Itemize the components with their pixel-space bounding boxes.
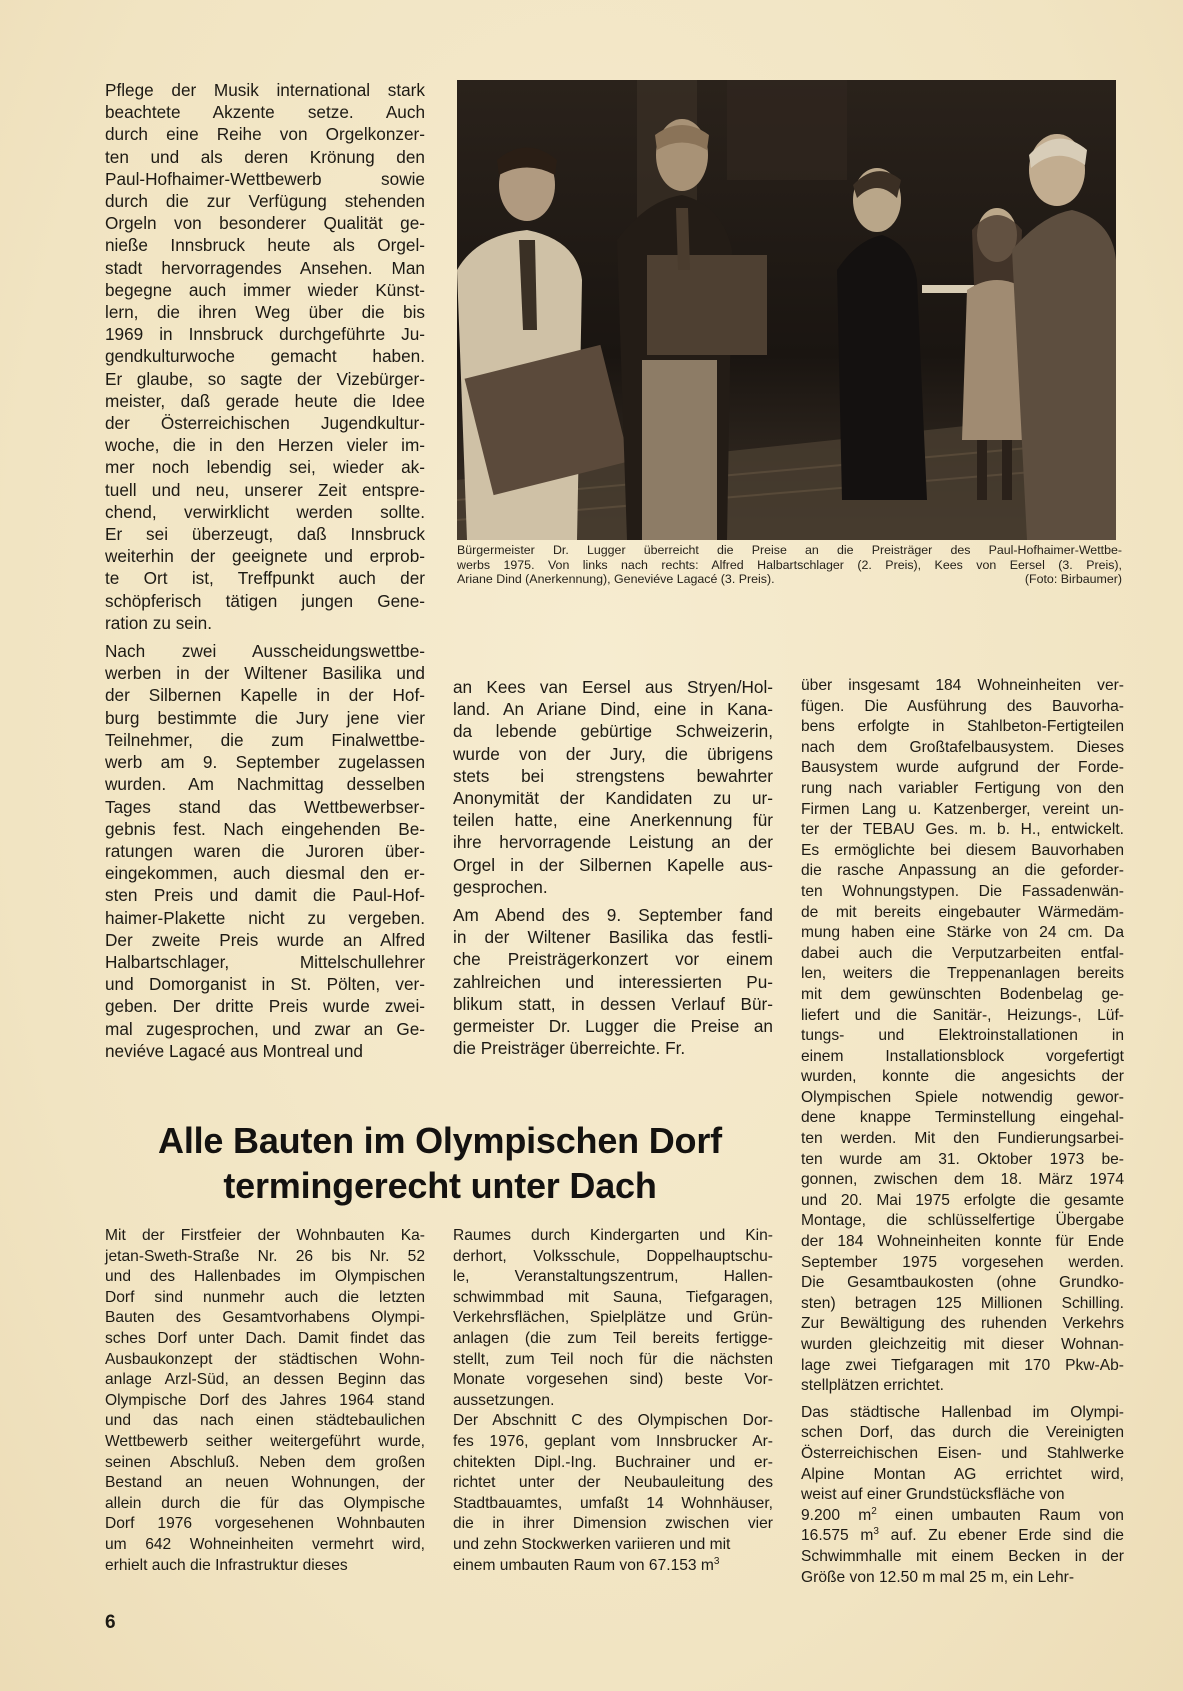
text-line: ratungen waren die Juroren über- — [105, 840, 425, 861]
text-line: Orgeln von besonderer Qualität ge- — [105, 213, 425, 234]
article2-column-3 — [801, 676, 1124, 1594]
text-line: dabei auch die Verputzarbeiten entfal- — [801, 944, 1124, 962]
article1-paragraph — [453, 676, 773, 898]
text-line: und Domorganist in St. Pölten, ver- — [105, 974, 425, 995]
text-line: der 184 Wohneinheiten konnte für Ende — [801, 1233, 1124, 1251]
caption-line — [457, 572, 1122, 587]
text-line: jetan-Sweth-Straße Nr. 26 bis Nr. 52 — [105, 1247, 425, 1265]
volume-line — [801, 1526, 1124, 1547]
text-line: mit dem gewünschten Bodenbelag ge- — [801, 985, 1124, 1003]
text-line: der Österreichischen Jugendkultur- — [105, 413, 425, 434]
page-number: 6 — [105, 1612, 116, 1633]
text-line: einem Installationsblock vorgefertigt — [801, 1047, 1124, 1065]
text-line: de mit bereits eingebauter Wärmedäm- — [801, 903, 1124, 921]
text-line: um 642 Wohneinheiten vermehrt wird, — [105, 1535, 425, 1553]
text-line: gendkulturwoche gemacht haben. — [105, 346, 425, 367]
text-line: le, Veranstaltungszentrum, Hallen- — [453, 1268, 773, 1286]
text-line: Verkehrsflächen, Spielplätze und Grün- — [453, 1309, 773, 1327]
area-rest: einen umbauten Raum von — [876, 1506, 1124, 1524]
text-line: Alpine Montan AG errichtet wird, — [801, 1465, 1124, 1483]
volume-67153-line — [453, 1556, 773, 1577]
text-line: Österreichischen Eisen- und Stahlwerke — [801, 1444, 1124, 1462]
caption-line: werbs 1975. Von links nach rechts: Alfred Halbartschlager (2. Preis), Kees von Eersel (3. Preis), — [457, 557, 1122, 572]
text-line: rung nach variabler Fertigung von den — [801, 779, 1124, 797]
text-line: ten wurde am 31. Oktober 1973 be- — [801, 1150, 1124, 1168]
text-line: Wettbewerb seither weitergeführt wurde, — [105, 1432, 425, 1450]
text-line: neviéve Lagacé aus Montreal und — [105, 1040, 363, 1061]
text-line: Bauten des Gesamtvorhabens Olympi- — [105, 1309, 425, 1327]
text-line: chend, verwirklicht werden sollte. — [105, 501, 425, 522]
text-line: ten und als deren Krönung den — [105, 146, 425, 167]
text-line: anlage Arzl-Süd, an dessen Beginn das — [105, 1371, 425, 1389]
text-line: eingekommen, auch diesmal den er- — [105, 863, 425, 884]
area-line — [801, 1506, 1124, 1527]
photo-caption — [457, 543, 1122, 587]
text-line: die Preisträger überreichte. Fr. — [453, 1038, 686, 1059]
text-line: aussetzungen. — [453, 1391, 555, 1409]
text-line: und zehn Stockwerken variieren und mit — [453, 1535, 731, 1553]
text-line: tungs- und Elektroinstallationen in — [801, 1027, 1124, 1045]
text-line: ten Wohnungstypen. Die Fassadenwän- — [801, 882, 1124, 900]
volume-value: 16.575 m — [801, 1527, 874, 1545]
text-line: sten) betragen 125 Millionen Schilling. — [801, 1294, 1124, 1312]
article2-column-1 — [105, 1226, 425, 1582]
text-line: derhort, Volksschule, Doppelhauptschu- — [453, 1247, 773, 1265]
text-line: weist auf einer Grundstücksfläche von — [801, 1486, 1065, 1504]
text-line: land. An Ariane Dind, eine in Kana- — [453, 699, 773, 720]
text-line: gonnen, zwischen dem 18. März 1974 — [801, 1171, 1124, 1189]
text-line: liefert und die Sanitär-, Heizungs-, Lüf- — [801, 1006, 1124, 1024]
volume-unit-sup: 3 — [873, 1526, 879, 1538]
text-line: nach dem Großtafelbausystem. Dieses — [801, 738, 1124, 756]
text-line: zahlreichen und interessierten Pu- — [453, 971, 773, 992]
area-unit-sup: 2 — [871, 1505, 877, 1517]
text-line: Bestand an neuen Wohnungen, der — [105, 1474, 425, 1492]
text-line: durch eine Reihe von Orgelkonzer- — [105, 124, 425, 145]
text-line: wurden. Am Nachmittag desselben — [105, 774, 425, 795]
text-line: mal zugesprochen, und zwar an Ge- — [105, 1018, 425, 1039]
text-line: seinen Abschluß. Neben dem großen — [105, 1453, 425, 1471]
text-line: da lebende gebürtige Schweizerin, — [453, 721, 773, 742]
text-line: fes 1976, geplant vom Innsbrucker Ar- — [453, 1432, 773, 1450]
text-line: mer noch lebendig sei, wieder ak- — [105, 457, 425, 478]
text-line: und 20. Mai 1975 erfolgte die gesamte — [801, 1191, 1124, 1209]
text-line: Mit der Firstfeier der Wohnbauten Ka- — [105, 1227, 425, 1244]
text-line: Halbartschlager, Mittelschullehrer — [105, 951, 425, 972]
text-line: Bausystem wurde aufgrund der Forde- — [801, 759, 1124, 777]
text-line: schen Dorf, das durch die Vereinigten — [801, 1424, 1124, 1442]
text-line: Ausbaukonzept der städtischen Wohn- — [105, 1350, 425, 1368]
text-line: meister, daß gerade heute die Idee — [105, 390, 425, 411]
text-line: Das städtische Hallenbad im Olympi- — [801, 1403, 1124, 1421]
text-line: Der zweite Preis wurde an Alfred — [105, 929, 425, 950]
photo-credit: (Foto: Birbaumer) — [1024, 572, 1122, 587]
text-line: Raumes durch Kindergarten und Kin- — [453, 1227, 773, 1244]
text-line: Firmen Lang u. Katzenberger, vereint un- — [801, 800, 1124, 818]
text-line: 1969 in Innsbruck durchgeführte Ju- — [105, 324, 425, 345]
text-line: Olympischen Spiele notwendig gewor- — [801, 1088, 1124, 1106]
text-line: Dorf sind nunmehr auch die letzten — [105, 1288, 425, 1306]
text-line: und des Hallenbades im Olympischen — [105, 1268, 425, 1286]
text-line: te Ort ist, Treffpunkt auch der — [105, 568, 425, 589]
article2-paragraph — [801, 1547, 1124, 1588]
text-line: Orgel in der Silbernen Kapelle aus- — [453, 854, 773, 875]
text-line: geben. Der dritte Preis wurde zwei- — [105, 996, 425, 1017]
article1-column-1 — [105, 79, 425, 1068]
text-line: in der Wiltener Basilika das festli- — [453, 927, 773, 948]
text-line: beachtete Akzente setze. Auch — [105, 102, 425, 123]
text-line: gebnis fest. Nach eingehenden Be- — [105, 818, 425, 839]
text-line: tuell und neu, unserer Zeit entspre- — [105, 479, 425, 500]
text-line: an Kees van Eersel aus Stryen/Hol- — [453, 677, 773, 697]
text-line: wurden gleichzeitig mit dieser Wohnan- — [801, 1336, 1124, 1353]
article1-column-2 — [453, 676, 773, 1065]
text-line: Tages stand das Wettbewerbser- — [105, 796, 425, 817]
text-line: Der Abschnitt C des Olympischen Dor- — [453, 1412, 773, 1430]
text-line: über insgesamt 184 Wohneinheiten ver- — [801, 677, 1124, 694]
text-line: stellplätzen errichtet. — [801, 1377, 945, 1395]
text-line: stellt, zum Teil noch für die nächsten — [453, 1350, 773, 1368]
text-line: mung haben eine Stärke von 24 cm. Da — [801, 924, 1124, 942]
article2-paragraph — [801, 676, 1124, 1397]
text-line: Dorf 1976 vorgesehenen Wohnbauten — [105, 1515, 425, 1533]
text-line: Monate vorgesehen sind) beste Vor- — [453, 1371, 773, 1389]
caption-names: Ariane Dind (Anerkennung), Geneviéve Lagacé (3. Preis). — [457, 572, 775, 587]
text-line: sches Dorf unter Dach. Damit findet das — [105, 1329, 425, 1347]
text-line: ration zu sein. — [105, 612, 213, 633]
text-line: blikum statt, in dessen Verlauf Bür- — [453, 993, 773, 1014]
text-line: Es ermöglichte bei diesem Bauvorhaben — [801, 841, 1124, 859]
article1-paragraph — [453, 904, 773, 1059]
text-line: chitekten Dipl.-Ing. Buchrainer und er- — [453, 1453, 773, 1471]
text-line: Anonymität der Kandidaten zu ur- — [453, 788, 773, 809]
text-line: schwimmbad mit Sauna, Tiefgaragen, — [453, 1288, 773, 1306]
text-line: lage zwei Tiefgaragen mit 170 Pkw-Ab- — [801, 1356, 1124, 1374]
text-line: Olympische Dorf des Jahres 1964 stand — [105, 1391, 425, 1409]
text-line: werb am 9. September zugelassen — [105, 752, 425, 773]
volume-sup: 3 — [713, 1555, 720, 1567]
text-line: stets bei strengstens bewahrter — [453, 765, 773, 786]
text-line: Die Gesamtbaukosten (ohne Grundko- — [801, 1274, 1124, 1292]
text-line: erhielt auch die Infrastruktur dieses — [105, 1556, 348, 1574]
article2-paragraph — [801, 1403, 1124, 1506]
text-line: fügen. Die Ausführung des Bauvorha- — [801, 697, 1124, 715]
text-line: Montage, die schlüsselfertige Übergabe — [801, 1212, 1124, 1230]
article2-headline — [100, 1118, 780, 1208]
text-line: ihre hervorragende Leistung an der — [453, 832, 773, 853]
text-line: Größe von 12.50 m mal 25 m, ein Lehr- — [801, 1568, 1075, 1586]
text-line: September 1975 vorgesehen werden. — [801, 1253, 1124, 1271]
text-line: und das nach einen städtebaulichen — [105, 1412, 425, 1430]
text-line: Er sei überzeugt, daß Innsbruck — [105, 524, 425, 545]
text-line: allein durch die für das Olympische — [105, 1494, 425, 1512]
volume-rest: auf. Zu ebener Erde sind die — [878, 1527, 1124, 1545]
text-line: stadt hervorragendes Ansehen. Man — [105, 257, 425, 278]
text-line: der Silbernen Kapelle in der Hof- — [105, 685, 425, 706]
article2-column-2 — [453, 1226, 773, 1576]
text-line: die rasche Anpassung an die geforder- — [801, 862, 1124, 880]
text-line: begegne auch immer wieder Künst- — [105, 279, 425, 300]
text-line: weiterhin der geeignete und erprob- — [105, 546, 425, 567]
caption-line: Bürgermeister Dr. Lugger überreicht die Preise an die Preisträger des Paul-Hofhaimer-Wettbe- — [457, 543, 1122, 557]
text-line: woche, die in den Herzen vieler im- — [105, 435, 425, 456]
text-line: germeister Dr. Lugger die Preise an — [453, 1016, 773, 1037]
text-line: ter der TEBAU Ges. m. b. H., entwickelt. — [801, 821, 1124, 839]
area-value: 9.200 m — [801, 1506, 872, 1524]
text-line: dene knappe Terminstellung eingehal- — [801, 1109, 1124, 1127]
article2-paragraph — [453, 1226, 773, 1411]
award-ceremony-photo — [457, 80, 1116, 540]
article2-paragraph — [105, 1226, 425, 1576]
article2-paragraph — [453, 1411, 773, 1555]
text-line: Pflege der Musik international stark — [105, 80, 425, 100]
text-line: durch die zur Verfügung stehenden — [105, 191, 425, 212]
text-line: Zur Bewältigung des ruhenden Verkehrs — [801, 1315, 1124, 1333]
text-line: teilen hatte, eine Anerkennung für — [453, 810, 773, 831]
text-line: richtet unter der Neubauleitung des — [453, 1474, 773, 1492]
headline-line-2: termingerecht unter Dach — [223, 1165, 657, 1206]
text-line: ten werden. Mit den Fundierungsarbei- — [801, 1130, 1124, 1148]
text-line: Teilnehmer, die zum Finalwettbe- — [105, 729, 425, 750]
text-line: haimer-Plakette nicht zu vergeben. — [105, 907, 425, 928]
text-line: werben in der Wiltener Basilika und — [105, 663, 425, 684]
text-line: lern, die ihren Weg über die bis — [105, 302, 425, 323]
text-line: len, weiters die Treppenanlagen bereits — [801, 965, 1124, 983]
text-line: Er glaube, so sagte der Vizebürger- — [105, 368, 425, 389]
text-line: nieße Innsbruck heute als Orgel- — [105, 235, 425, 256]
text-line: Stadtbauamtes, umfaßt 14 Wohnhäuser, — [453, 1494, 773, 1512]
text-line: schöpferisch tätigen jungen Gene- — [105, 590, 425, 611]
text-line: bens erfolgte in Stahlbeton-Fertigteilen — [801, 718, 1124, 736]
text-line: che Preisträgerkonzert vor einem — [453, 949, 773, 970]
article1-paragraph — [105, 79, 425, 634]
text-line: wurden, konnte die angesichts der — [801, 1068, 1124, 1086]
text-line: sten Preis und damit die Paul-Hof- — [105, 885, 425, 906]
text-line: anlagen (die zum Teil bereits fertigge- — [453, 1329, 773, 1347]
text-line: Schwimmhalle mit einem Becken in der — [801, 1547, 1124, 1565]
text-line: burg bestimmte die Jury jene vier — [105, 707, 425, 728]
text-line: die in ihrer Dimension zwischen vier — [453, 1515, 773, 1533]
text-line: wurde von der Jury, die übrigens — [453, 743, 773, 764]
headline-line-1: Alle Bauten im Olympischen Dorf — [158, 1120, 722, 1161]
photo-illustration — [457, 80, 1116, 540]
text-line: Nach zwei Ausscheidungswettbe- — [105, 641, 425, 662]
text-line: Am Abend des 9. September fand — [453, 905, 773, 926]
volume-text: einem umbauten Raum von 67.153 m — [453, 1556, 714, 1574]
article1-paragraph — [105, 640, 425, 1062]
text-line: gesprochen. — [453, 876, 548, 897]
text-line: Paul-Hofhaimer-Wettbewerb sowie — [105, 168, 425, 189]
